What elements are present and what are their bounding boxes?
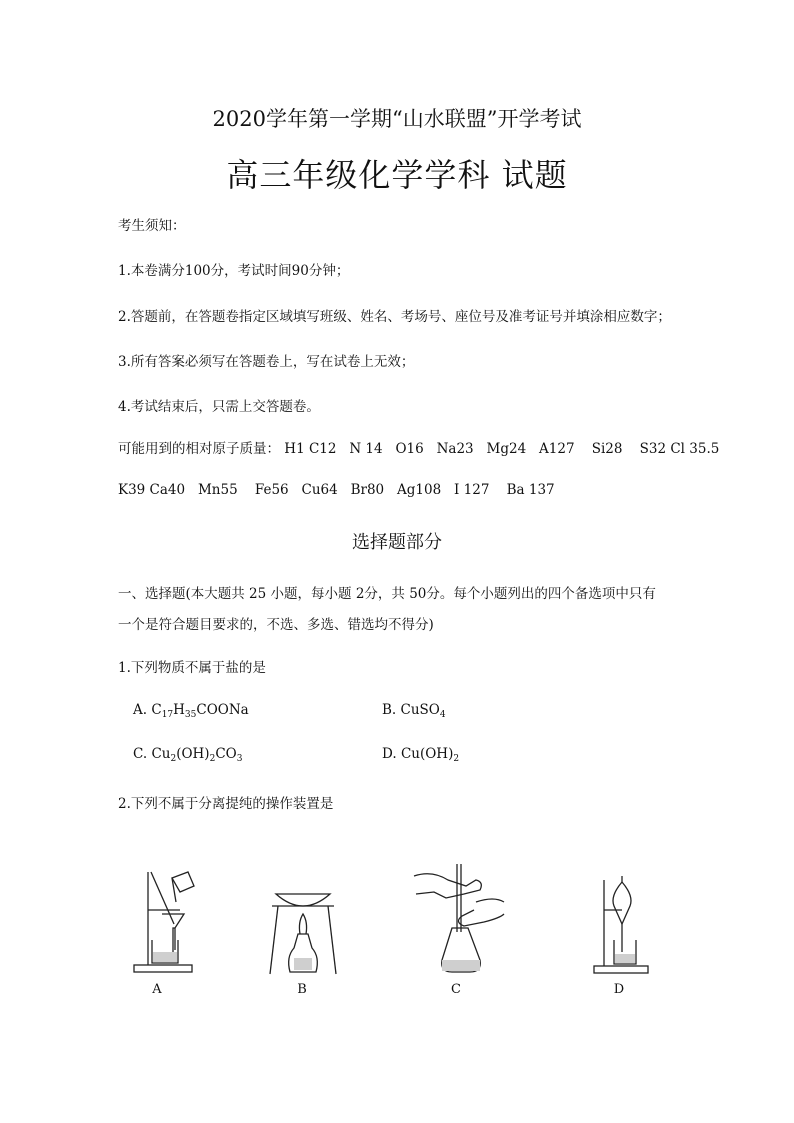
atomic-mass-line-1: 可能用到的相对原子质量： H1 C12 N 14 O16 Na23 Mg24 A127 Si28 S32 Cl 35.5 xyxy=(118,441,720,457)
q1-option-b: B. CuSO$_4$ xyxy=(382,702,446,720)
q1-option-a: A. $C_{17}H_{35}COONa$ xyxy=(133,702,249,720)
atomic-mass-line-2: K39 Ca40 Mn55 Fe56 Cu64 Br80 Ag108 I 127 Ba 137 xyxy=(118,482,555,498)
question-2-stem: 2.下列不属于分离提纯的操作装置是 xyxy=(118,796,334,812)
q2-label-d: D xyxy=(613,982,625,997)
q2-label-c: C xyxy=(451,982,461,997)
q1-option-c: C. $Cu_2(OH)_2CO_3$ xyxy=(133,746,243,764)
notice-item-2: 2.答题前，在答题卷指定区域填写班级、姓名、考场号、座位号及准考证号并填涂相应数字； xyxy=(118,309,671,325)
titration-apparatus-figure xyxy=(414,862,504,977)
q1-option-d: D. $Cu(OH)_2$ xyxy=(382,746,460,764)
separatory-funnel-figure xyxy=(592,862,652,977)
notice-heading: 考生须知： xyxy=(118,218,186,234)
filtration-apparatus-figure xyxy=(132,862,202,977)
question-1-stem: 1.下列物质不属于盐的是 xyxy=(118,660,266,676)
notice-item-3: 3.所有答案必须写在答题卷上，写在试卷上无效； xyxy=(118,354,415,370)
exam-title: 2020学年第一学期“山水联盟”开学考试 xyxy=(212,107,582,131)
section-title: 选择题部分 xyxy=(352,532,442,553)
q2-label-a: A xyxy=(152,982,162,997)
notice-item-1: 1.本卷满分100分，考试时间90分钟； xyxy=(118,263,350,279)
notice-item-4: 4.考试结束后，只需上交答题卷。 xyxy=(118,399,320,415)
exam-subtitle: 高三年级化学学科 试题 xyxy=(226,156,568,194)
q2-label-b: B xyxy=(297,982,307,997)
evaporation-apparatus-figure xyxy=(268,862,338,977)
section-instructions-2: 一个是符合题目要求的，不选、多选、错选均不得分) xyxy=(118,617,434,633)
section-instructions-1: 一、选择题(本大题共 25 小题，每小题 2分，共 50分。每个小题列出的四个备选项中只有 xyxy=(118,586,656,602)
